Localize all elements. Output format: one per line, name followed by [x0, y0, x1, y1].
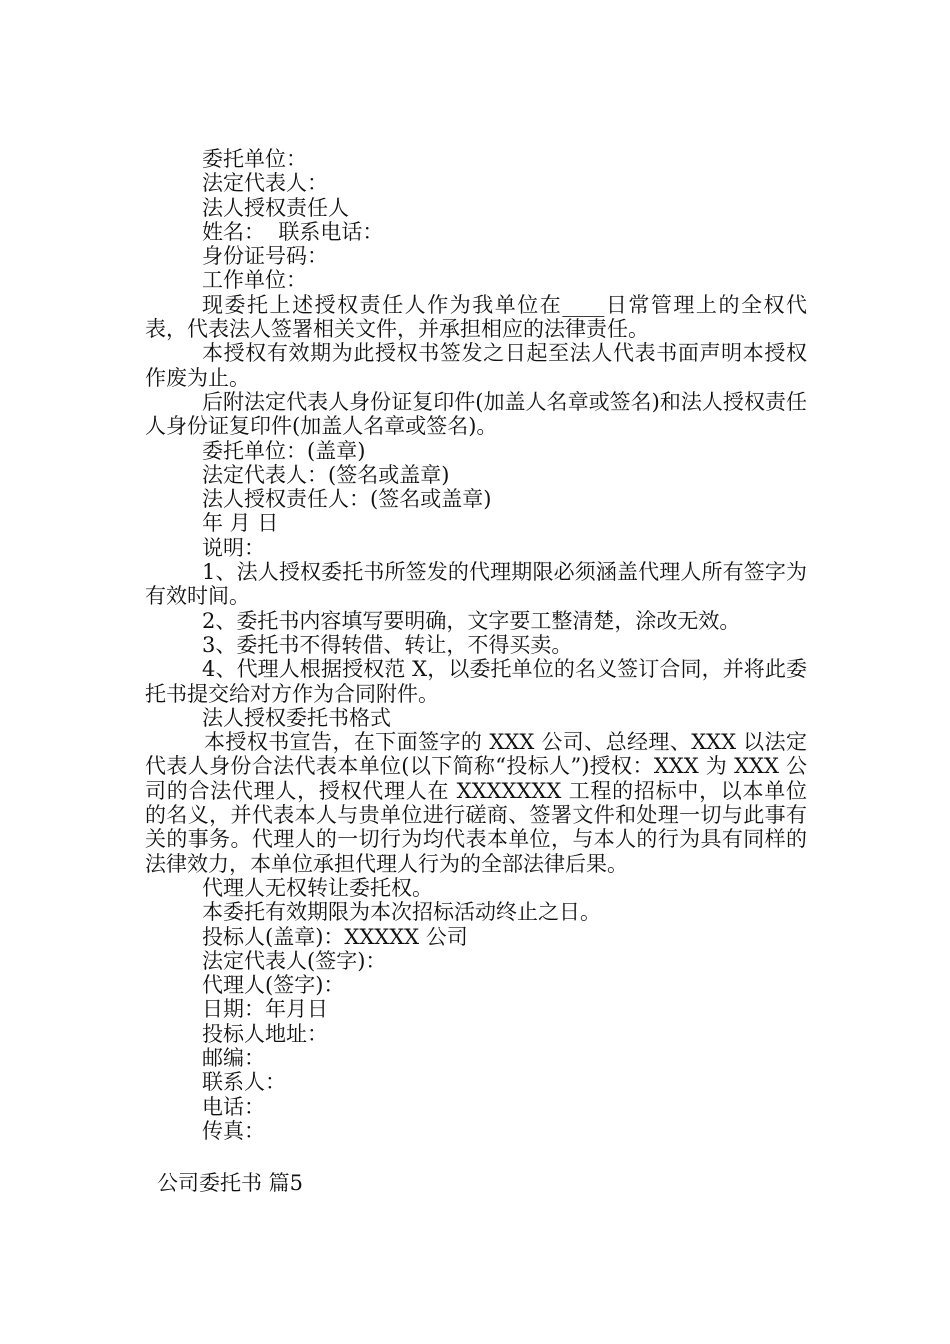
- paragraph: 身份证号码：: [202, 244, 328, 269]
- paragraph: 委托单位：: [202, 147, 307, 171]
- paragraph: 委托单位：(盖章): [202, 438, 366, 463]
- paragraph: 说明：: [202, 535, 265, 560]
- paragraph: 法人授权责任人：(签名或盖章): [202, 487, 492, 512]
- paragraph: 年 月 日: [202, 511, 279, 536]
- document-body: [145, 147, 807, 1143]
- paragraph: 本委托有效期限为本次招标活动终止之日。: [202, 900, 601, 925]
- paragraph: 姓名： 联系电话：: [202, 219, 384, 244]
- paragraph: 4、代理人根据授权范 X，以委托单位的名义签订合同，并将此委托书提交给对方作为合同附件。: [145, 657, 807, 706]
- paragraph: 代理人无权转让委托权。: [202, 875, 433, 900]
- paragraph: 法定代表人：(签名或盖章): [202, 462, 450, 487]
- paragraph: 1、法人授权委托书所签发的代理期限必须涵盖代理人所有签字为有效时间。: [145, 560, 807, 609]
- paragraph: 法定代表人(签字)：: [202, 948, 387, 973]
- paragraph: 传真：: [202, 1118, 265, 1143]
- paragraph: 现委托上述授权责任人作为我单位在____日常管理上的全权代表，代表法人签署相关文件，并承担相应的法律责任。: [145, 292, 807, 342]
- paragraph: 本授权书宣告，在下面签字的 XXX 公司、总经理、XXX 以法定代表人身份合法代表本单位(以下简称“投标人”)授权：XXX 为 XXX 公司的合法代理人，授权代理人在 XXXXXXX 工程的招标中，以本单位的名义，并代表本人与贵单位进行磋商、签署文件和处理一切与此事有关的事务。代理人的一切行为均代表本单位，与本人的行为具有同样的法律效力，本单位承担代理人行为的全部法律后果。: [145, 730, 807, 876]
- paragraph: 投标人(盖章)：XXXXX 公司: [202, 924, 468, 949]
- paragraph: 法人授权责任人: [202, 195, 349, 220]
- section-heading: 法人授权委托书格式: [202, 705, 391, 730]
- paragraph: 投标人地址：: [202, 1021, 328, 1046]
- paragraph: 邮编：: [202, 1045, 265, 1070]
- paragraph: 后附法定代表人身份证复印件(加盖人名章或签名)和法人授权责任人身份证复印件(加盖人名章或签名)。: [145, 389, 807, 439]
- paragraph: 法定代表人：: [202, 171, 328, 196]
- paragraph: 3、委托书不得转借、转让，不得买卖。: [202, 632, 573, 657]
- paragraph: 代理人(签字)：: [202, 973, 345, 998]
- paragraph: 联系人：: [202, 1070, 286, 1095]
- paragraph: 电话：: [202, 1094, 265, 1119]
- paragraph: 日期：年月日: [202, 997, 328, 1022]
- section-title: 公司委托书 篇5: [157, 1171, 304, 1195]
- paragraph: 本授权有效期为此授权书签发之日起至法人代表书面声明本授权作废为止。: [145, 341, 807, 390]
- paragraph: 2、委托书内容填写要明确，文字要工整清楚，涂改无效。: [202, 608, 741, 633]
- paragraph: 工作单位：: [202, 268, 307, 293]
